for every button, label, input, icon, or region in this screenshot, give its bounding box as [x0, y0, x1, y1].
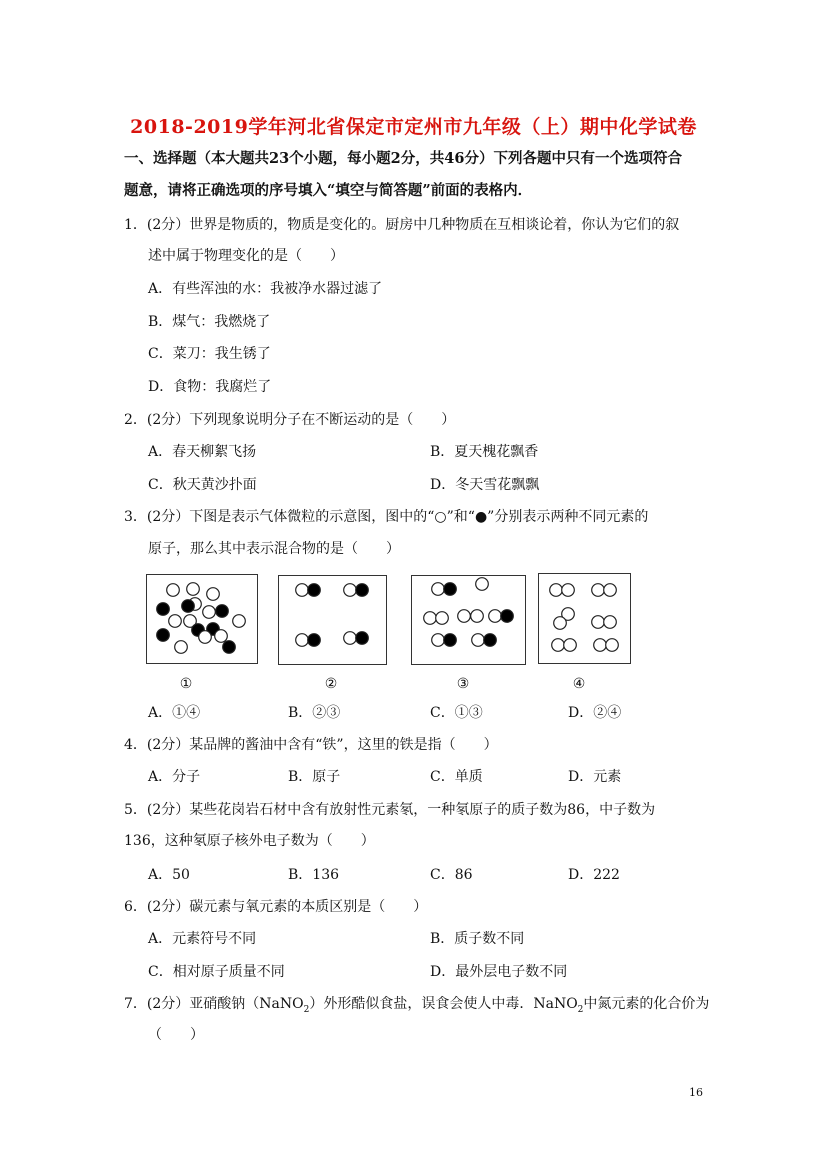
- diagram-label-4: ④: [572, 676, 586, 692]
- hollow-atom: [215, 630, 228, 643]
- q5-option-a: A．50: [148, 867, 190, 883]
- hollow-atom: [564, 639, 577, 652]
- hollow-atom: [187, 583, 200, 596]
- filled-atom: [484, 634, 497, 647]
- hollow-atom: [167, 584, 180, 597]
- hollow-atom: [169, 615, 182, 628]
- hollow-atom: [472, 634, 485, 647]
- q6-stem-line1: 6．(2分）碳元素与氧元素的本质区别是（ ）: [124, 899, 428, 915]
- q2-stem-line1: 2．(2分）下列现象说明分子在不断运动的是（ ）: [124, 412, 456, 428]
- filled-atom: [501, 610, 514, 623]
- q2-option-c: C．秋天黄沙扑面: [148, 477, 257, 493]
- hollow-atom: [562, 584, 575, 597]
- q3-option-b: B．②③: [288, 705, 341, 721]
- hollow-atom: [594, 639, 607, 652]
- q5-option-d: D．222: [568, 867, 620, 883]
- hollow-atom: [175, 641, 188, 654]
- q1-option-a: A．有些浑浊的水：我被净水器过滤了: [148, 281, 383, 297]
- filled-atom: [356, 584, 369, 597]
- hollow-atom: [458, 610, 471, 623]
- hollow-atom: [432, 583, 445, 596]
- section-heading-line1: 一、选择题（本大题共23个小题，每小题2分，共46分）下列各题中只有一个选项符合: [124, 150, 682, 167]
- q3-stem-line2: 原子，那么其中表示混合物的是（ ）: [148, 541, 400, 557]
- hollow-atom: [554, 617, 567, 630]
- q4-stem-line1: 4．(2分）某品牌的酱油中含有“铁”，这里的铁是指（ ）: [124, 737, 498, 753]
- hollow-atom: [424, 612, 437, 625]
- hollow-atom: [344, 584, 357, 597]
- filled-atom: [157, 603, 170, 616]
- q2-option-d: D．冬天雪花飘飘: [430, 477, 540, 493]
- hollow-atom: [606, 639, 619, 652]
- hollow-atom: [203, 606, 216, 619]
- hollow-atom: [476, 578, 489, 591]
- hollow-atom: [344, 632, 357, 645]
- hollow-atom: [604, 584, 617, 597]
- q4-option-d: D．元素: [568, 769, 622, 785]
- hollow-atom: [552, 639, 565, 652]
- section-heading-line2: 题意，请将正确选项的序号填入“填空与简答题”前面的表格内．: [124, 182, 533, 199]
- hollow-atom: [207, 588, 220, 601]
- q2-option-b: B．夏天槐花飘香: [430, 444, 539, 460]
- hollow-atom: [550, 584, 563, 597]
- filled-atom: [182, 600, 195, 613]
- diagram-label-2: ②: [324, 676, 338, 692]
- filled-atom: [308, 584, 321, 597]
- q1-option-d: D．食物：我腐烂了: [148, 379, 272, 395]
- q6-option-a: A．元素符号不同: [148, 931, 257, 947]
- filled-atom: [223, 641, 236, 654]
- q3-option-a: A．①④: [148, 705, 201, 721]
- diagram-label-1: ①: [179, 676, 193, 692]
- q3-option-c: C．①③: [430, 705, 483, 721]
- page-number: 16: [689, 1086, 703, 1099]
- q5-stem-line2: 136，这种氡原子核外电子数为（ ）: [124, 833, 375, 849]
- hollow-atom: [436, 612, 449, 625]
- filled-atom: [157, 629, 170, 642]
- q3-option-d: D．②④: [568, 705, 622, 721]
- filled-atom: [444, 634, 457, 647]
- q7-stem-line2: （ ）: [148, 1027, 204, 1043]
- hollow-atom: [296, 634, 309, 647]
- q1-option-b: B．煤气：我燃烧了: [148, 314, 271, 330]
- hollow-atom: [432, 634, 445, 647]
- hollow-atom: [199, 631, 212, 644]
- q6-option-c: C．相对原子质量不同: [148, 964, 285, 980]
- q1-stem-line1: 1．(2分）世界是物质的，物质是变化的。厨房中几种物质在互相谈论着，你认为它们的叙: [124, 217, 680, 233]
- hollow-atom: [592, 616, 605, 629]
- hollow-atom: [296, 584, 309, 597]
- hollow-atom: [489, 610, 502, 623]
- q6-option-d: D．最外层电子数不同: [430, 964, 568, 980]
- q7-stem-line1: 7．(2分）亚硝酸钠（NaNO$_2$）外形酷似食盐，误食会使人中毒．NaNO$_2$中氮元素的化合价为: [124, 996, 710, 1015]
- q6-option-b: B．质子数不同: [430, 931, 525, 947]
- q5-option-c: C．86: [430, 867, 473, 883]
- q4-option-a: A．分子: [148, 769, 201, 785]
- page-title: 2018-2019学年河北省保定市定州市九年级（上）期中化学试卷: [130, 116, 697, 138]
- diagram-label-3: ③: [456, 676, 470, 692]
- q4-option-c: C．单质: [430, 769, 483, 785]
- hollow-atom: [233, 615, 246, 628]
- hollow-atom: [592, 584, 605, 597]
- q5-option-b: B．136: [288, 867, 340, 883]
- q1-option-c: C．菜刀：我生锈了: [148, 346, 271, 362]
- q2-option-a: A．春天柳絮飞扬: [148, 444, 257, 460]
- q4-option-b: B．原子: [288, 769, 341, 785]
- hollow-atom: [471, 610, 484, 623]
- filled-atom: [356, 632, 369, 645]
- q1-stem-line2: 述中属于物理变化的是（ ）: [148, 248, 344, 264]
- q3-stem-line1: 3．(2分）下图是表示气体微粒的示意图，图中的“○”和“●”分别表示两种不同元素的: [124, 509, 649, 525]
- filled-atom: [308, 634, 321, 647]
- hollow-atom: [604, 616, 617, 629]
- filled-atom: [216, 605, 229, 618]
- filled-atom: [444, 583, 457, 596]
- q5-stem-line1: 5．(2分）某些花岗岩石材中含有放射性元素氡，一种氡原子的质子数为86，中子数为: [124, 802, 656, 818]
